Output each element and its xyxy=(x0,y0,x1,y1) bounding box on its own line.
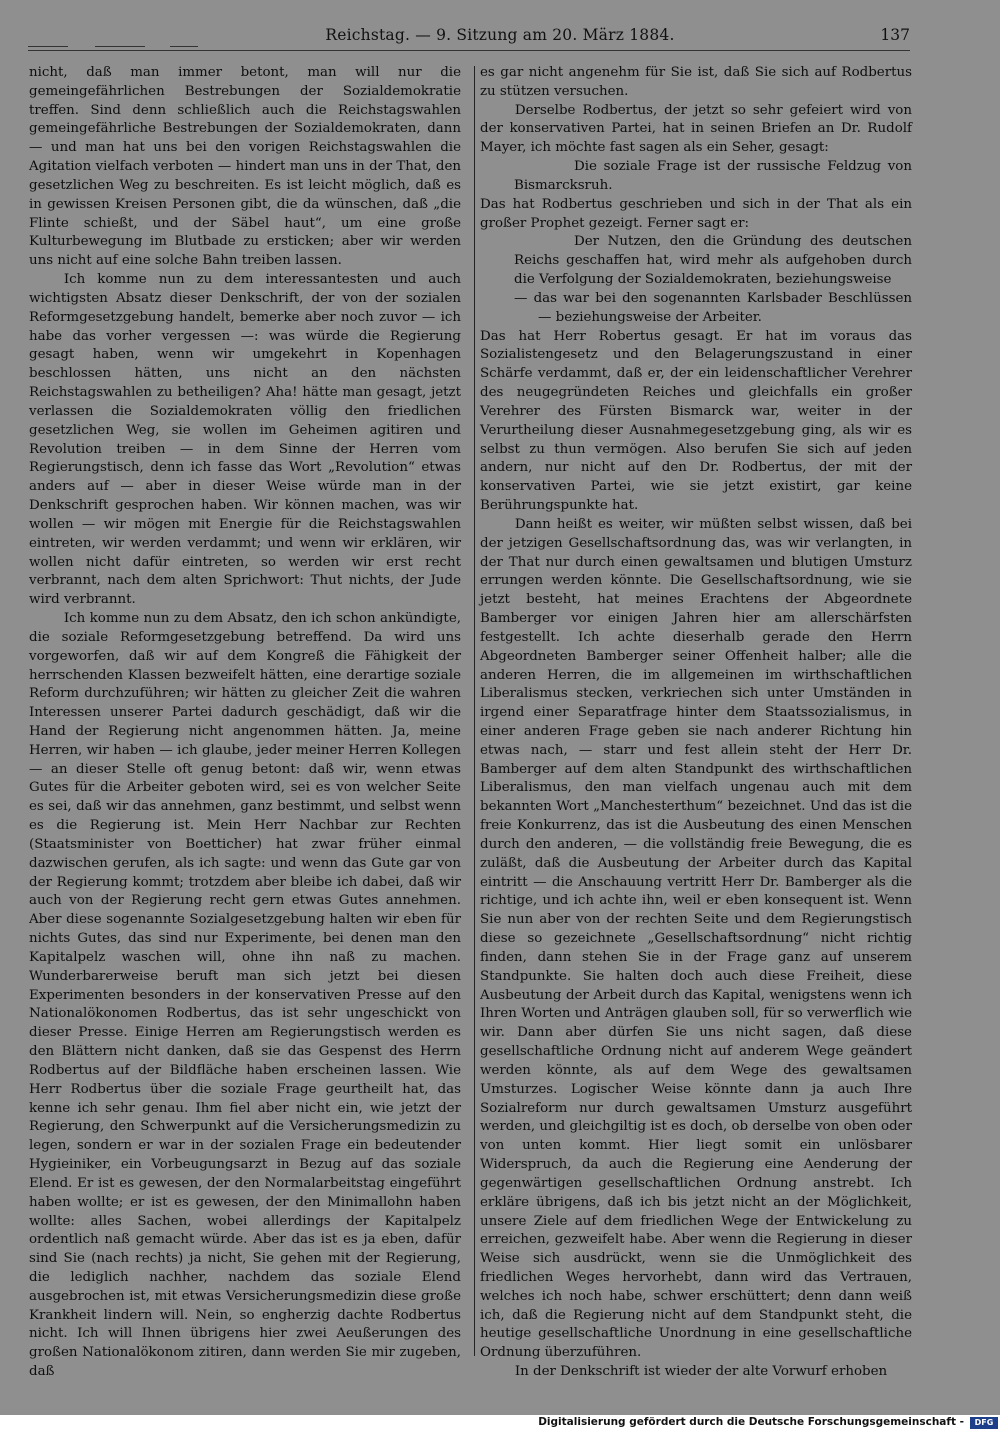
right-column xyxy=(480,64,912,1382)
header-rule xyxy=(28,50,910,51)
quotation-1: Die soziale Frage ist der russische Feldzug von Bismarcksruh. xyxy=(514,159,912,193)
right-paragraph-4: Das hat Herr Robertus gesagt. Er hat im voraus das Sozialistengesetz und den Belagerungszustand in einer Schärfe verdammt, daß er, der ein leidenschaftlicher Verehrer des neugegründeten Reiches und gleichfalls ein großer Verehrer des Fürsten Bismarck war, weiter in der Verurtheilung dieser Ausnahmegesetzgebung ging, als wir es selbst zu thun vermögen. Also berufen Sie sich auf jeden andern, nur nicht auf den Dr. Rodbertus, der mit der konservativen Partei, wie sie jetzt existirt, gar keine Berührungspunkte hat. xyxy=(480,328,912,514)
right-paragraph-3: Das hat Rodbertus geschrieben und sich in der That als ein großer Prophet gezeigt. Ferner sagt er: xyxy=(480,196,912,231)
quotation-continuation: — das war bei den sogenannten Karlsbader Beschlüssen — beziehungsweise der Arbeiter. xyxy=(514,290,912,325)
left-column xyxy=(29,64,461,1382)
page-header xyxy=(0,22,1000,52)
page-number: 137 xyxy=(880,26,910,44)
right-paragraph-2: Derselbe Rodbertus, der jetzt so sehr gefeiert wird von der konservativen Partei, hat in seinen Briefen an Dr. Rudolf Mayer, ich möchte fast sagen als ein Seher, gesagt: xyxy=(480,102,912,156)
left-paragraph-2: Ich komme nun zu dem interessantesten und auch wichtigsten Absatz dieser Denkschrift, der von der sozialen Reformgesetzgebung handelt, bemerke aber noch zuvor — ich habe das vorher vergessen —: was würde die Regierung gesagt haben, wenn wir umgekehrt in Kopenhagen beschlossen hätten, uns nicht an den nächsten Reichstagswahlen zu betheiligen? Aha! hätte man gesagt, jetzt verlassen die Sozialdemokraten völlig den friedlichen gesetzlichen Weg, sie wollen im Geheimen agitiren und Revolution treiben — in dem Sinne der Herren vom Regierungstisch, denn ich fasse das Wort „Revolution“ etwas anders auf — aber in dieser Weise würde man in der Denkschrift gesprochen haben. Wir können machen, was wir wollen — wir mögen mit Energie für die Reichstagswahlen eintreten, wir werden verdammt; und wenn wir erklären, wir wollen nicht dafür eintreten, so werden wir erst recht verbrannt, nach dem alten Sprichwort: Thut nichts, der Jude wird verbrannt. xyxy=(29,272,461,608)
dfg-logo-icon: DFG xyxy=(970,1417,998,1429)
right-paragraph-5: Dann heißt es weiter, wir müßten selbst wissen, daß bei der jetzigen Gesellschaftsordnung das, was wir verlangten, in der That nur durch einen gewaltsamen und blutigen Umsturz errungen werden könnte. Die Gesellschaftsordnung, wie sie jetzt besteht, hat meines Erachtens der Abgeordnete Bamberger vor einigen Jahren hier am allerschärfsten festgestellt. Ich achte dieserhalb gerade den Herrn Abgeordneten Bamberger seiner Offenheit halber; alle die anderen Herren, die im allgemeinen im wirthschaftlichen Liberalismus stecken, verkriechen sich unter Umständen in irgend einer Separatfrage hinter dem Staatssozialismus, in einer anderen Frage geben sie nach anderer Richtung hin etwas nach, — starr und fest allein steht der Herr Dr. Bamberger auf dem alten Standpunkt des wirthschaftlichen Liberalismus, den man vielfach ungenau auch mit dem bekannten Wort „Manchesterthum“ bezeichnet. Und das ist die freie Konkurrenz, das ist die Ausbeutung des einen Menschen durch den anderen, — die vollständig freie Bewegung, die es zuläßt, daß die Ausbeutung der Arbeiter durch das Kapital eintritt — die Anschauung vertritt Herr Dr. Bamberger als die richtige, und ich achte ihn, weil er eben konsequent ist. Wenn Sie nun aber von der rechten Seite und dem Regierungstisch diese so gezeichnete „Gesellschaftsordnung“ nicht richtig finden, dann stehen Sie in der Frage ganz auf unserem Standpunkte. Sie halten doch auch diese Freiheit, diese Ausbeutung der Arbeit durch das Kapital, wenigstens wenn ich Ihren Worten und Anträgen glauben soll, für so verwerflich wie wir. Dann aber dürfen Sie uns nicht sagen, daß diese gesellschaftliche Ordnung nicht auf anderem Wege geändert werden könnte, als auf dem Wege des gewaltsamen Umsturzes. Logischer Weise könnte dann ja auch Ihre Sozialreform nur durch gewaltsamen Umsturz ausgeführt werden, und gleichgiltig ist es doch, ob derselbe von oben oder von unten kommt. Hier liegt somit ein unlösbarer Widerspruch, da auch die Regierung eine Aenderung der gegenwärtigen gesellschaftlichen Ordnung anstrebt. Ich erkläre übrigens, daß ich bis jetzt nicht an der Möglichkeit, unsere Ziele auf dem friedlichen Wege der Entwickelung zu erreichen, gezweifelt habe. Aber wenn die Regierung in dieser Weise sich ausdrückt, wenn sie die Unmöglichkeit des friedlichen Weges hervorhebt, dann wird das Vertrauen, welches ich noch habe, schwer erschüttert; denn dann weiß ich, daß die Regierung nicht auf dem Standpunkt steht, die heutige gesellschaftliche Unordnung in eine gesellschaftliche Ordnung überzuführen. xyxy=(480,516,912,1361)
header-ornament-left-2 xyxy=(95,46,145,47)
digitization-footer xyxy=(0,1415,1000,1432)
column-divider xyxy=(474,66,475,1356)
right-paragraph-1: es gar nicht angenehm für Sie ist, daß Sie sich auf Rodbertus zu stützen versuchen. xyxy=(480,65,912,99)
header-ornament-left-3 xyxy=(170,46,198,47)
right-paragraph-6: In der Denkschrift ist wieder der alte Vorwurf erhoben xyxy=(514,1364,888,1380)
running-head: Reichstag. — 9. Sitzung am 20. März 1884. xyxy=(325,26,675,44)
left-paragraph-3: Ich komme nun zu dem Absatz, den ich schon ankündigte, die soziale Reformgesetzgebung betreffend. Da wird uns vorgeworfen, daß wir auf dem Kongreß die Fähigkeit der herrschenden Klassen bezweifelt hätten, eine derartige soziale Reform durchzuführen; wir hätten zu gleicher Zeit die wahren Interessen unserer Partei dadurch geschädigt, daß wir die Hand der Regierung nicht angenommen hätten. Ja, meine Herren, wir haben — ich glaube, jeder meiner Herren Kollegen — an dieser Stelle oft genug betont: daß wir, wenn etwas Gutes für die Arbeiter geboten wird, sei es von welcher Seite es sei, daß wir das annehmen, ganz bestimmt, und selbst wenn es die Regierung ist. Mein Herr Nachbar zur Rechten (Staatsminister von Boetticher) hat zwar früher einmal dazwischen gerufen, als ich sagte: und wenn das Gute gar von der Regierung kommt; trotzdem aber bleibe ich dabei, daß wir auch von der Regierung recht gern etwas Gutes annehmen. Aber diese sogenannte Sozialgesetzgebung halten wir eben für nichts Gutes, das sind nur Experimente, bei denen man den Kapitalpelz waschen will, ohne ihn naß zu machen. Wunderbarerweise beruft man sich jetzt bei diesen Experimenten besonders in der konservativen Presse auf den Nationalökonomen Rodbertus, das ist sehr ungeschickt von dieser Presse. Einige Herren am Regierungstisch werden es den Blättern nicht danken, daß sie das Gespenst des Herrn Rodbertus auf der Bildfläche haben erscheinen lassen. Wie Herr Rodbertus über die soziale Frage geurtheilt hat, das kenne ich sehr genau. Ihm fiel aber nicht ein, wie jetzt der Regierung, den Schwerpunkt auf die Versicherungsmedizin zu legen, sondern er war in der sozialen Frage ein bedeutender Hygieiniker, ein Vorbeugungsarzt in Bezug auf das soziale Elend. Er ist es gewesen, der den Normalarbeitstag eingeführt haben wollte; er ist es gewesen, der den Minimallohn haben wollte: alles Sachen, wobei allerdings der Kapitalpelz ordentlich naß gemacht würde. Aber das ist es ja eben, dafür sind Sie (nach rechts) ja nicht, Sie gehen mit der Regierung, die lediglich nachher, nachdem das soziale Elend ausgebrochen ist, mit etwas Versicherungsmedizin diese große Krankheit lindern will. Nein, so engherzig dachte Rodbertus nicht. Ich will Ihnen übrigens hier zwei Aeußerungen des großen Nationalökonom zitiren, dann werden Sie mir zugeben, daß xyxy=(29,611,461,1380)
quotation-2: Der Nutzen, den die Gründung des deutschen Reichs geschaffen hat, wird mehr als aufgehoben durch die Verfolgung der Sozialdemokraten, beziehungsweise xyxy=(514,234,912,288)
left-paragraph-1: nicht, daß man immer betont, man will nur die gemeingefährlichen Bestrebungen der Sozialdemokratie treffen. Sind denn schließlich auch die Reichstagswahlen gemeingefährliche Bestrebungen der Sozialdemokraten, dann — und man hat uns bei den vorigen Reichstagswahlen die Agitation vielfach verboten — hindert man uns in der That, den gesetzlichen Weg zu beschreiten. Es ist leicht möglich, daß es in gewissen Kreisen Personen gibt, die da wünschen, daß „die Flinte schießt, und der Säbel haut“, um eine große Kulturbewegung im Blutbade zu ersticken; aber wir werden uns nicht auf eine solche Bahn treiben lassen. xyxy=(29,65,461,269)
footer-credit: Digitalisierung gefördert durch die Deutsche Forschungsgemeinschaft - xyxy=(538,1416,964,1428)
header-ornament-left xyxy=(28,46,68,47)
